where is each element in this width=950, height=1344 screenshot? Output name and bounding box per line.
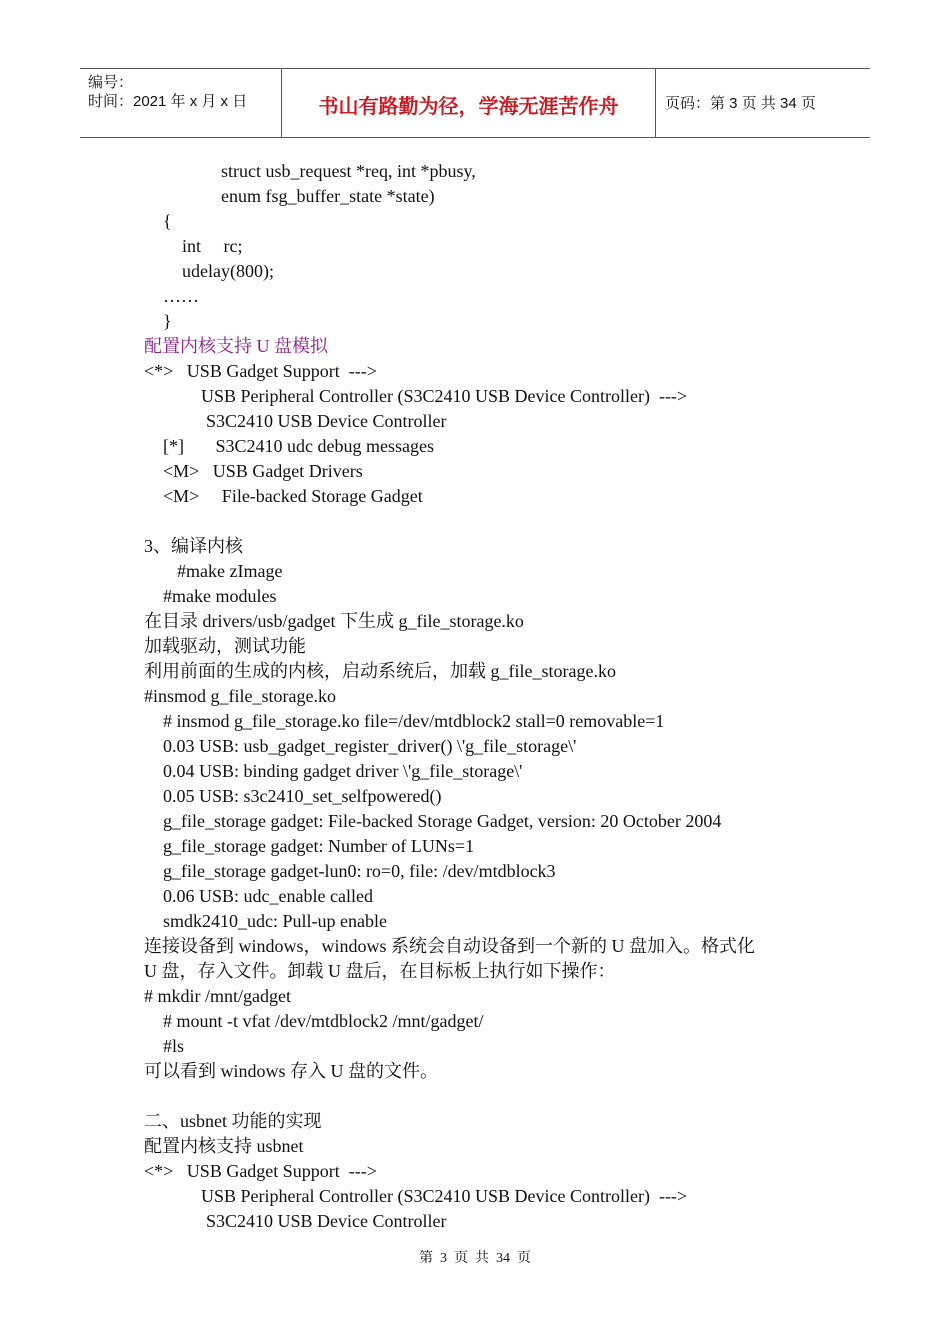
output-line: g_file_storage gadget: Number of LUNs=1: [163, 836, 475, 856]
output-line: 0.04 USB: binding gadget driver \'g_file_storage\': [163, 761, 523, 781]
paragraph-line: 可以看到 windows 存入 U 盘的文件。: [144, 1061, 439, 1081]
config-line: USB Peripheral Controller (S3C2410 USB Device Controller) --->: [201, 386, 688, 406]
page-footer: 第 3 页 共 34 页: [419, 1251, 531, 1266]
paragraph-line: 配置内核支持 usbnet: [144, 1136, 304, 1156]
command-line: #make modules: [163, 586, 277, 606]
config-line: <*> USB Gadget Support --->: [144, 361, 377, 381]
section-heading: 配置内核支持 U 盘模拟: [144, 336, 328, 356]
code-line: struct usb_request *req, int *pbusy,: [221, 161, 476, 181]
doc-number: 编号：: [88, 74, 134, 91]
output-line: g_file_storage gadget: File-backed Storage Gadget, version: 20 October 2004: [163, 811, 722, 831]
config-line: <M> File-backed Storage Gadget: [163, 486, 423, 506]
paragraph-line: 加载驱动，测试功能: [144, 636, 306, 656]
config-line: S3C2410 USB Device Controller: [206, 411, 447, 431]
config-line: USB Peripheral Controller (S3C2410 USB Device Controller) --->: [201, 1186, 688, 1206]
section-heading: 3、编译内核: [144, 536, 243, 556]
code-line: }: [163, 311, 172, 331]
config-line: <M> USB Gadget Drivers: [163, 461, 363, 481]
output-line: 0.05 USB: s3c2410_set_selfpowered(): [163, 786, 442, 806]
command-line: #make zImage: [177, 561, 283, 581]
output-line: 0.03 USB: usb_gadget_register_driver() \'g_file_storage\': [163, 736, 577, 756]
paragraph-line: U 盘，存入文件。卸载 U 盘后，在目标板上执行如下操作：: [144, 961, 616, 981]
code-line: {: [163, 211, 172, 231]
config-line: [*] S3C2410 udc debug messages: [163, 436, 434, 456]
header-info-cell: [80, 69, 281, 137]
code-line: int rc;: [182, 236, 243, 256]
output-line: 0.06 USB: udc_enable called: [163, 886, 373, 906]
command-line: #insmod g_file_storage.ko: [144, 686, 336, 706]
header-motto-cell: [281, 69, 656, 137]
page-header: [80, 68, 870, 138]
command-line: # mount -t vfat /dev/mtdblock2 /mnt/gadget/: [163, 1011, 484, 1031]
section-heading: 二、usbnet 功能的实现: [144, 1111, 322, 1131]
code-line: ……: [163, 286, 199, 306]
output-line: g_file_storage gadget-lun0: ro=0, file: /dev/mtdblock3: [163, 861, 556, 881]
header-motto: 书山有路勤为径，学海无涯苦作舟: [318, 94, 619, 118]
code-line: udelay(800);: [182, 261, 274, 281]
config-line: <*> USB Gadget Support --->: [144, 1161, 377, 1181]
paragraph-line: 连接设备到 windows，windows 系统会自动设备到一个新的 U 盘加入。格式化: [144, 936, 756, 956]
output-line: # insmod g_file_storage.ko file=/dev/mtdblock2 stall=0 removable=1: [163, 711, 665, 731]
header-page-cell: [655, 69, 870, 137]
header-page-number: 页码：第 3 页 共 34 页: [665, 95, 816, 112]
paragraph-line: 利用前面的生成的内核，启动系统后，加载 g_file_storage.ko: [144, 661, 616, 681]
doc-date: 时间：2021 年 x 月 x 日: [88, 93, 248, 110]
command-line: # mkdir /mnt/gadget: [144, 986, 291, 1006]
command-line: #ls: [163, 1036, 185, 1056]
config-line: S3C2410 USB Device Controller: [206, 1211, 447, 1231]
output-line: smdk2410_udc: Pull-up enable: [163, 911, 387, 931]
code-line: enum fsg_buffer_state *state): [221, 186, 435, 206]
paragraph-line: 在目录 drivers/usb/gadget 下生成 g_file_storage.ko: [144, 611, 524, 631]
